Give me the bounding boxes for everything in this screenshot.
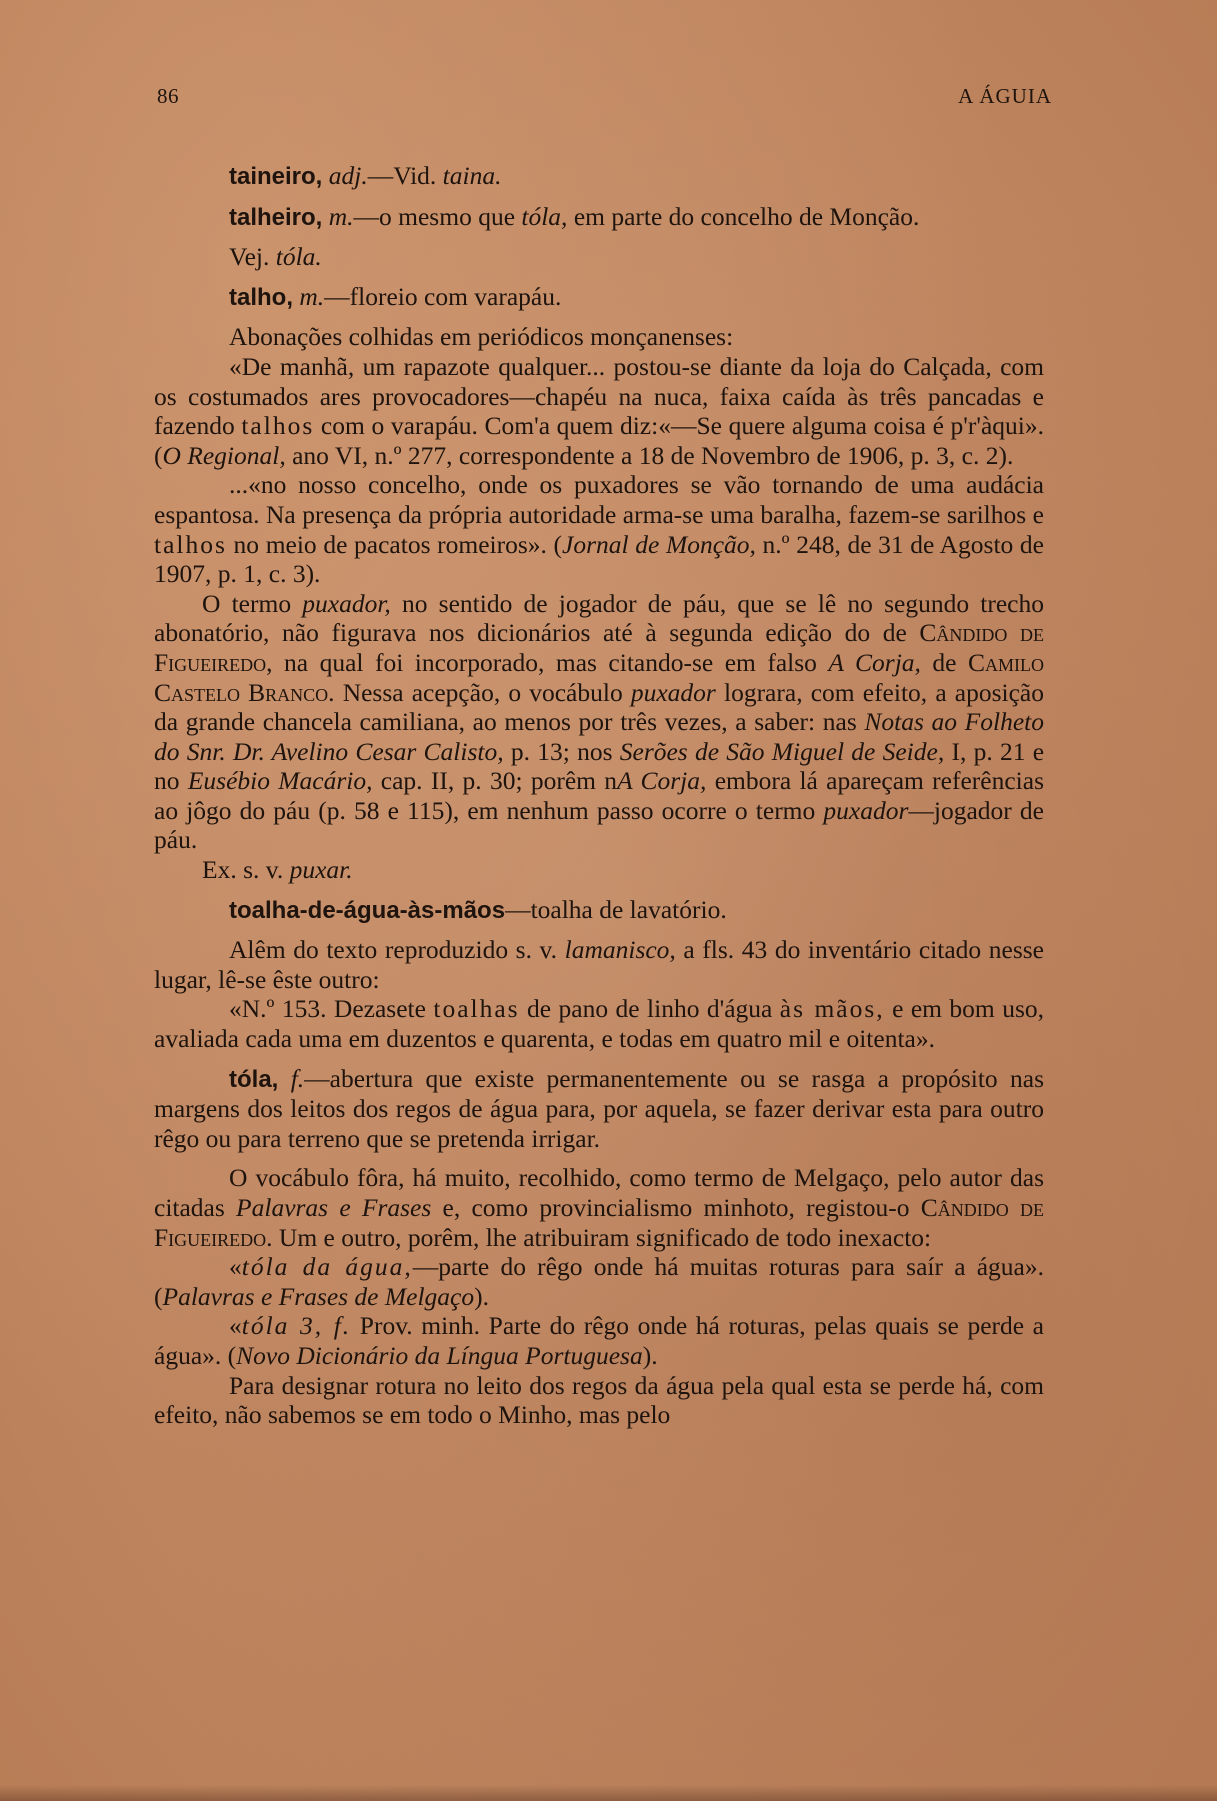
entry-taineiro [154,161,1044,192]
cross-reference: taina. [442,161,502,190]
example-ref [154,855,1044,885]
quote-text: «De manhã, um rapazote qualquer... postou-se diante da loja do Calçada, com os costumados ares provocadores—chapéu na nuca, faixa caída às três pancadas e fazendo [154,351,1044,441]
spaced-term: talhos [241,411,315,441]
page-number: 86 [157,84,179,108]
text: Alêm do texto reproduzido s. v. [229,935,565,965]
citation-quote [154,1252,1044,1311]
quote-text: no meio de pacatos romeiros». ( [226,529,563,559]
author-name: Cândido de Figueiredo [154,1193,1044,1252]
text: —jogador de páu. [154,795,1044,855]
definition: —toalha de lavatório. [505,894,727,924]
headword: talho, [229,283,293,311]
text: Ex. s. v. [202,855,290,885]
term: puxador [823,795,909,825]
work-title: Notas ao Folheto do Snr. Dr. Avelino Cesar Calisto, [154,707,1044,766]
source-ref: ). [474,1281,489,1311]
see-also [154,242,1044,272]
text: cap. II, p. 30; porêm n [372,766,618,796]
cross-reference: tóla. [275,242,322,272]
definition: —abertura que existe permanentemente ou se rasga a propósito nas margens dos leitos dos regos de água para, por aquela, se fazer derivar esta para outro rêgo ou para terreno que se pretenda irrigar. [154,1063,1044,1153]
text: p. 13; nos [503,736,620,766]
term: tóla da água, [241,1252,413,1282]
quote-text: « [229,1311,242,1341]
work-title: Eusébio Macário, [187,766,373,796]
source-title: Jornal de Monção, [562,529,756,559]
text: a fls. 43 do inventário citado nesse lugar, lê-se êste outro: [154,935,1044,994]
quote-text: Prov. minh. Parte do rêgo onde há roturas, pelas quais se perde a água». ( [154,1311,1044,1370]
cross-reference: lamanisco, [564,935,676,965]
text: I, p. 21 e no [154,736,1045,796]
work-title: A Corja, [828,647,921,677]
commentary [154,1163,1044,1252]
work-title: A Corja, [617,766,707,796]
citation-quote [154,352,1044,470]
grammar: adj. [328,161,368,190]
grammar: m. [299,281,325,311]
cross-reference: tóla, [521,201,568,231]
work-title: Serões de São Miguel de Seide, [619,736,945,766]
entry-tola [154,1064,1044,1154]
page-header [157,84,1052,114]
quote-text: ...«no nosso concelho, onde os puxadores se vão tornando de uma audácia espantosa. Na presença da própria autoridade arma-se uma baralha, fazem-se sarilhos e [154,470,1044,529]
term: puxador, [302,588,391,618]
author-name: Cândido de Figueiredo [154,618,1044,677]
citation-quote [154,1311,1044,1370]
running-title: A ÁGUIA [958,84,1052,108]
source-title: Palavras e Frases de Melgaço [162,1281,475,1311]
grammar: m. [328,201,354,231]
citation-quote [154,994,1044,1053]
quote-text: « [229,1252,242,1282]
headword: tóla, [229,1065,279,1093]
source-ref: ano VI, n.º 277, correspondente a 18 de Novembro de 1906, p. 3, c. 2). [285,440,1014,470]
text: e, como provincialismo minhoto, registou-o [431,1193,921,1222]
definition: —o mesmo que [353,201,522,231]
spaced-term: talhos [154,529,227,559]
author-name: Camilo Castelo Branco [154,647,1044,707]
term: tóla 3, f. [241,1311,352,1341]
quote-text: com o varapáu. Com'a quem diz:«—Se quere alguma coisa é p'r'àqui». ( [154,411,1044,470]
source-ref: ). [642,1340,658,1370]
definition: —floreio com varapáu. [324,281,562,311]
grammar: f. [290,1063,305,1093]
headword: talheiro, [229,203,323,231]
text: . Um e outro, porêm, lhe atribuiram significado de todo inexacto: [266,1222,932,1252]
headword: toalha-de-água-às-mãos [229,896,506,924]
headword: taineiro, [229,163,323,190]
text: no sentido de jogador de páu, que se lê no segundo trecho abonatório, não figurava nos dicionários até à segunda edição do de [154,588,1044,648]
dictionary-body [154,161,1044,1430]
text: , na qual foi incorporado, mas citando-se em falso [266,647,829,677]
entry-talheiro [154,202,1044,233]
quote-text: de pano de linho d'água [519,994,780,1024]
source-title: O Regional, [162,440,286,470]
entry-talho [154,282,1044,313]
quote-text: «N.º 153. Dezasete [229,994,434,1024]
definition: em parte do concelho de Monção. [567,201,920,231]
work-title: Palavras e Frases [236,1193,432,1222]
text: de [920,647,968,677]
cross-reference: puxar. [289,855,353,885]
citations-intro: Abonações colhidas em periódicos monçanenses: [229,322,734,352]
citation-quote [154,470,1044,588]
source-title: Novo Dicionário da Língua Portuguesa [236,1340,643,1370]
text: lograra, com efeito, a aposição da grande chancela camiliana, ao menos por três vezes, a saber: nas [154,677,1044,737]
quote-text: e em bom uso, avaliada cada uma em duzentos e quarenta, e todas em quatro mil e oitenta». [154,994,1044,1054]
entry-toalha [154,895,1044,926]
commentary [154,935,1044,994]
commentary [154,589,1044,855]
spaced-term: às mãos, [779,994,885,1024]
quote-text: —parte do rêgo onde há muitas roturas para saír a água». ( [154,1252,1044,1311]
see-also-label: Vej. [229,242,276,272]
source-ref: n.º 248, de 31 de Agosto de 1907, p. 1, c. 3). [154,529,1044,589]
commentary: Para designar rotura no leito dos regos da água pela qual esta se perde há, com efeito, não sabemos se em todo o Minho, mas pelo [154,1370,1044,1430]
text: . Nessa acepção, o vocábulo [328,677,631,707]
text: O termo [202,588,303,618]
text: embora lá apareçam referências ao jôgo do páu (p. 58 e 115), em nenhum passo ocorre o termo [154,766,1044,825]
spaced-term: toalhas [433,994,520,1024]
text: O vocábulo fôra, há muito, recolhido, como termo de Melgaço, pelo autor das citadas [154,1163,1044,1222]
definition: —Vid. [367,161,443,190]
term: puxador [630,677,716,707]
